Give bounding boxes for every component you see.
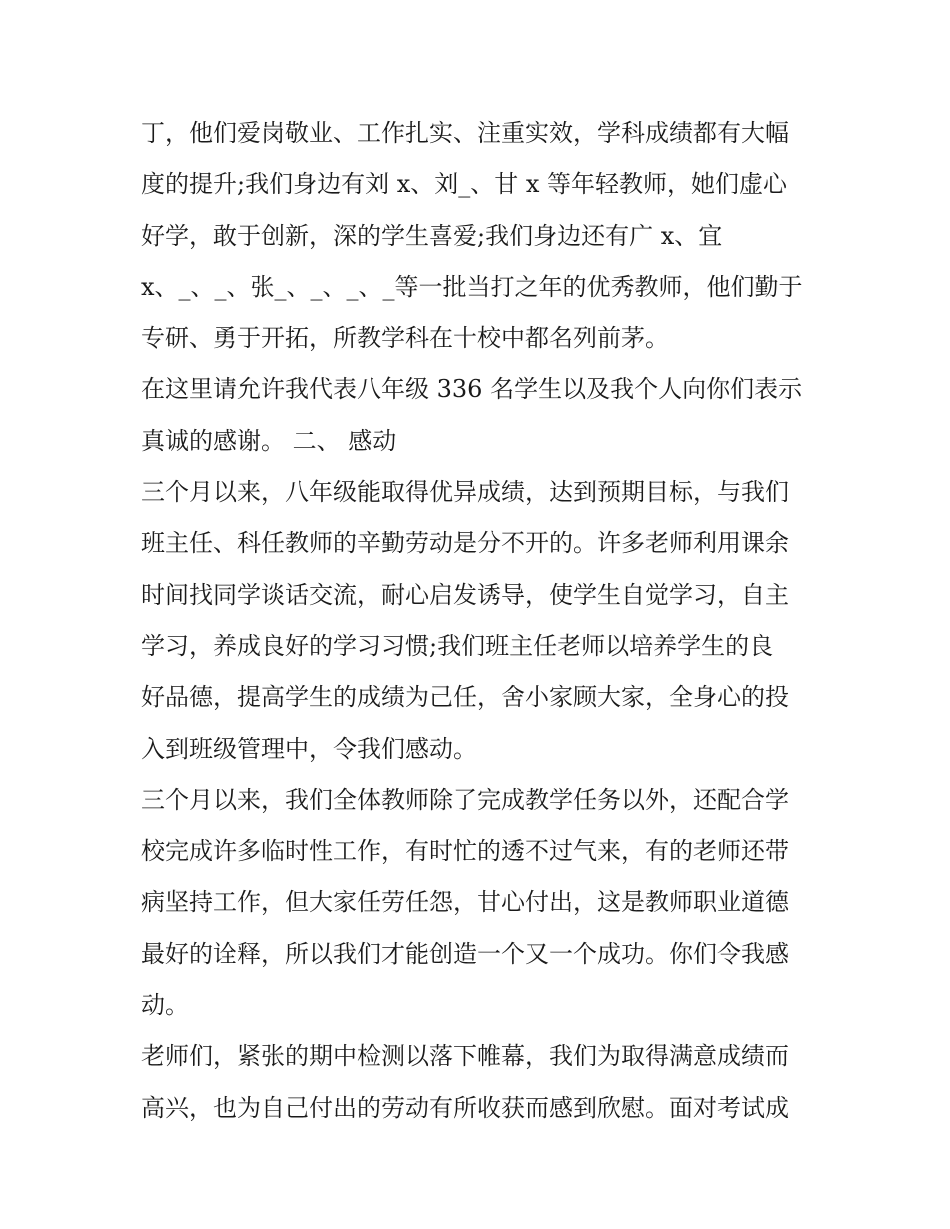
text-line: 好学，敢于创新，深的学生喜爱;我们身边还有广 x、宜	[141, 221, 723, 250]
text-line: 在这里请允许我代表八年级 336 名学生以及我个人向你们表示	[141, 375, 803, 404]
text-line: 最好的诠释，所以我们才能创造一个又一个成功。你们令我感	[141, 939, 789, 968]
text-line: 校完成许多临时性工作，有时忙的透不过气来，有的老师还带	[141, 837, 789, 866]
text-line: 三个月以来，我们全体教师除了完成教学任务以外，还配合学	[141, 785, 789, 814]
text-line: 真诚的感谢。 二、 感动	[141, 426, 397, 455]
text-line: 好品德，提高学生的成绩为己任，舍小家顾大家，全身心的投	[141, 683, 789, 712]
text-line: 入到班级管理中，令我们感动。	[141, 734, 477, 763]
text-line: 学习，养成良好的学习习惯;我们班主任老师以培养学生的良	[141, 631, 774, 660]
text-line: 高兴，也为自己付出的劳动有所收获而感到欣慰。面对考试成	[141, 1093, 789, 1122]
text-line: 病坚持工作，但大家任劳任怨，甘心付出，这是教师职业道德	[141, 888, 789, 917]
text-line: 老师们，紧张的期中检测以落下帷幕，我们为取得满意成绩而	[141, 1042, 789, 1071]
document-body	[141, 108, 821, 1134]
text-line: 动。	[141, 991, 189, 1020]
text-line: 时间找同学谈话交流，耐心启发诱导，使学生自觉学习，自主	[141, 580, 789, 609]
text-line: x、_、_、张_、_、_、_等一批当打之年的优秀教师，他们勤于	[141, 272, 803, 301]
text-line: 专研、勇于开拓，所教学科在十校中都名列前茅。	[141, 324, 669, 353]
text-line: 班主任、科任教师的辛勤劳动是分不开的。许多老师利用课余	[141, 529, 789, 558]
text-line: 度的提升;我们身边有刘 x、刘_、甘 x 等年轻教师，她们虚心	[141, 170, 788, 199]
text-line: 三个月以来，八年级能取得优异成绩，达到预期目标，与我们	[141, 478, 789, 507]
text-line: 丁，他们爱岗敬业、工作扎实、注重实效，学科成绩都有大幅	[141, 119, 789, 147]
